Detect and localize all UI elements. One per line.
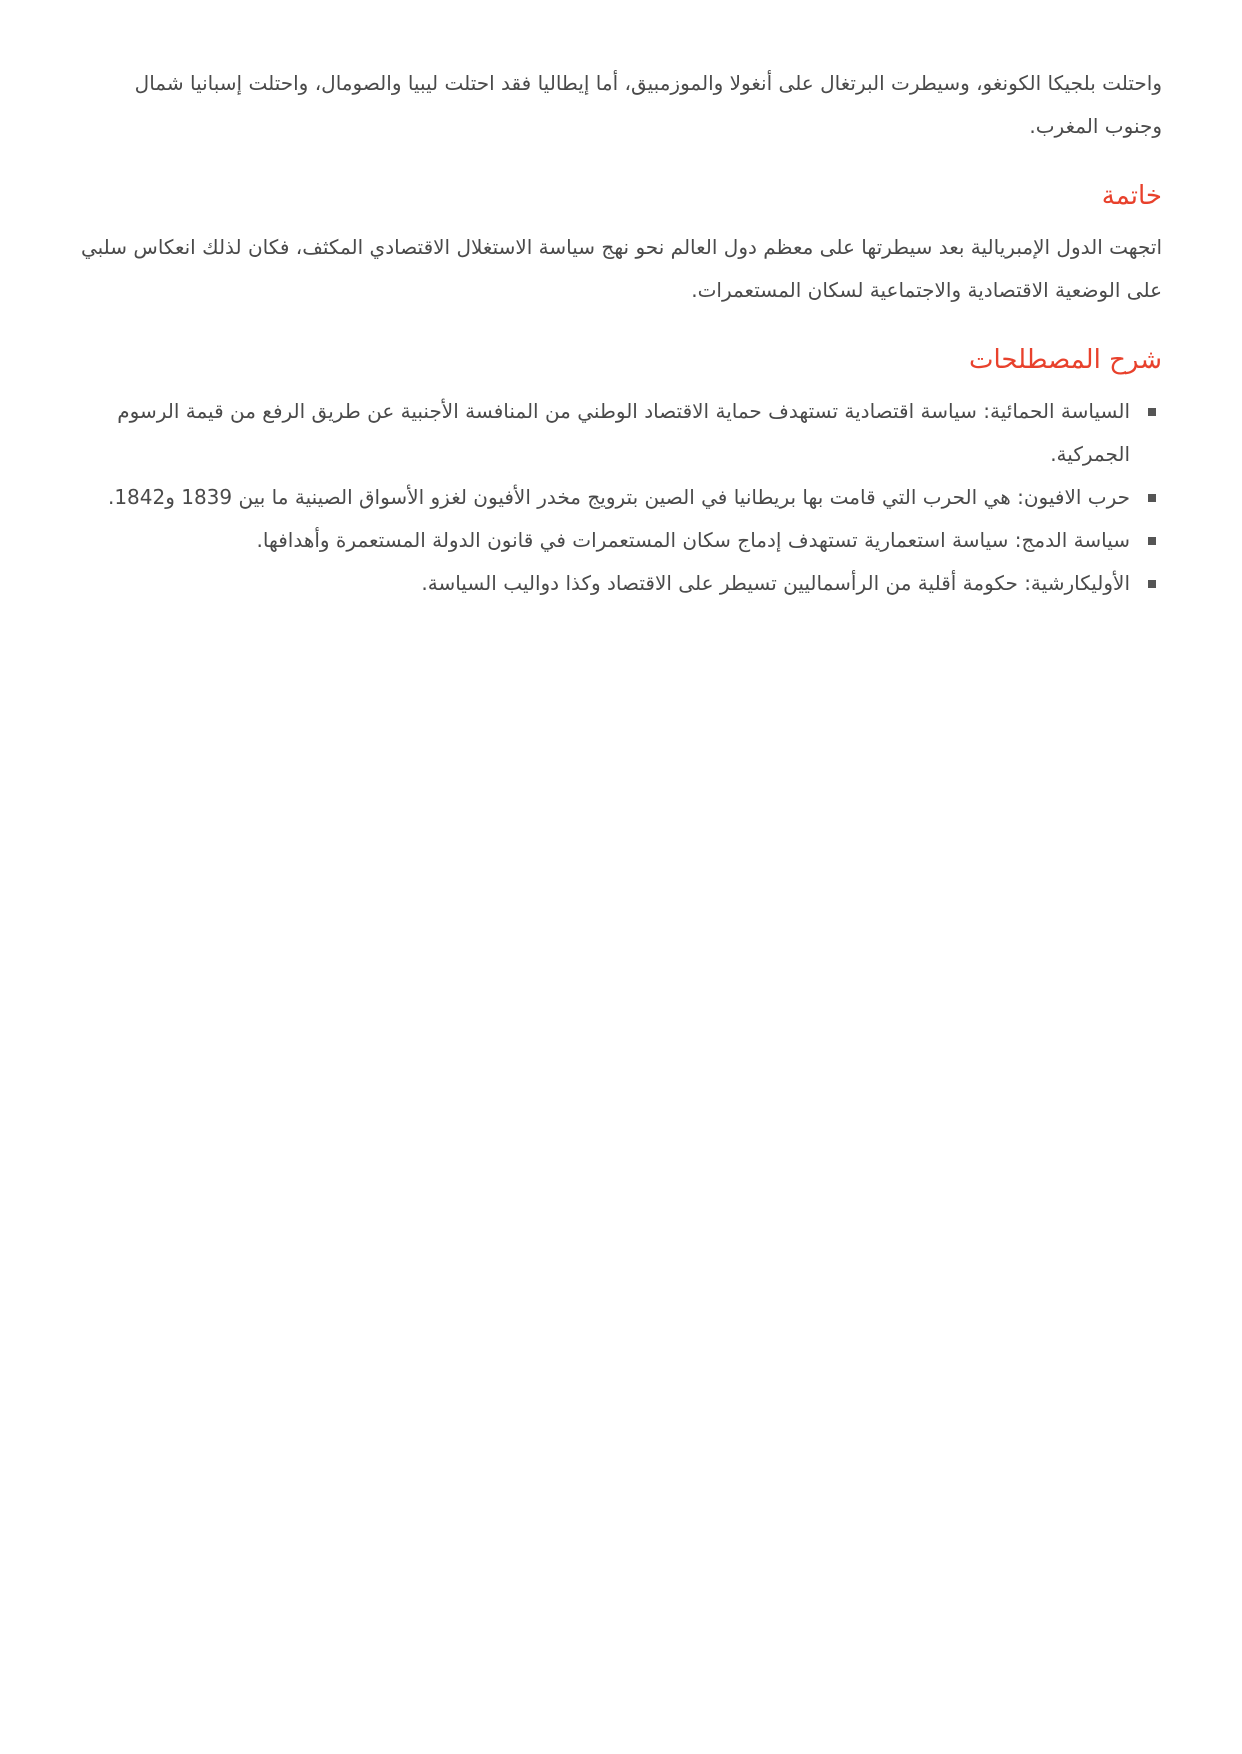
term-item bbox=[80, 519, 1130, 562]
square-bullet-icon bbox=[1148, 537, 1156, 545]
conclusion-heading: خاتمة bbox=[1101, 181, 1162, 211]
term-item bbox=[80, 476, 1130, 519]
term-item bbox=[80, 390, 1130, 476]
square-bullet-icon bbox=[1148, 494, 1156, 502]
term-text: الأوليكارشية: حكومة أقلية من الرأسماليين تسيطر على الاقتصاد وكذا دواليب السياسة. bbox=[421, 571, 1130, 595]
intro-paragraph: واحتلت بلجيكا الكونغو، وسيطرت البرتغال على أنغولا والموزمبيق، أما إيطاليا فقد احتلت ليبيا والصومال، واحتلت إسبانيا شمال وجنوب المغرب. bbox=[134, 71, 1162, 138]
terms-heading: شرح المصطلحات bbox=[968, 345, 1162, 375]
term-text: السياسة الحمائية: سياسة اقتصادية تستهدف حماية الاقتصاد الوطني من المنافسة الأجنبية عن طريق الرفع من قيمة الرسوم الجمركية. bbox=[117, 399, 1130, 466]
terms-list bbox=[80, 390, 1162, 605]
conclusion-paragraph: اتجهت الدول الإمبريالية بعد سيطرتها على معظم دول العالم نحو نهج سياسة الاستغلال الاقتصادي المكثف، فكان لذلك انعكاس سلبي على الوضعية الاقتصادية والاجتماعية لسكان المستعمرات. bbox=[80, 235, 1162, 302]
square-bullet-icon bbox=[1148, 580, 1156, 588]
square-bullet-icon bbox=[1148, 408, 1156, 416]
term-text: حرب الافيون: هي الحرب التي قامت بها بريطانيا في الصين بترويج مخدر الأفيون لغزو الأسواق الصينية ما بين 1839 و1842. bbox=[107, 485, 1130, 509]
term-item bbox=[80, 562, 1130, 605]
term-text: سياسة الدمج: سياسة استعمارية تستهدف إدماج سكان المستعمرات في قانون الدولة المستعمرة وأهدافها. bbox=[256, 528, 1130, 552]
